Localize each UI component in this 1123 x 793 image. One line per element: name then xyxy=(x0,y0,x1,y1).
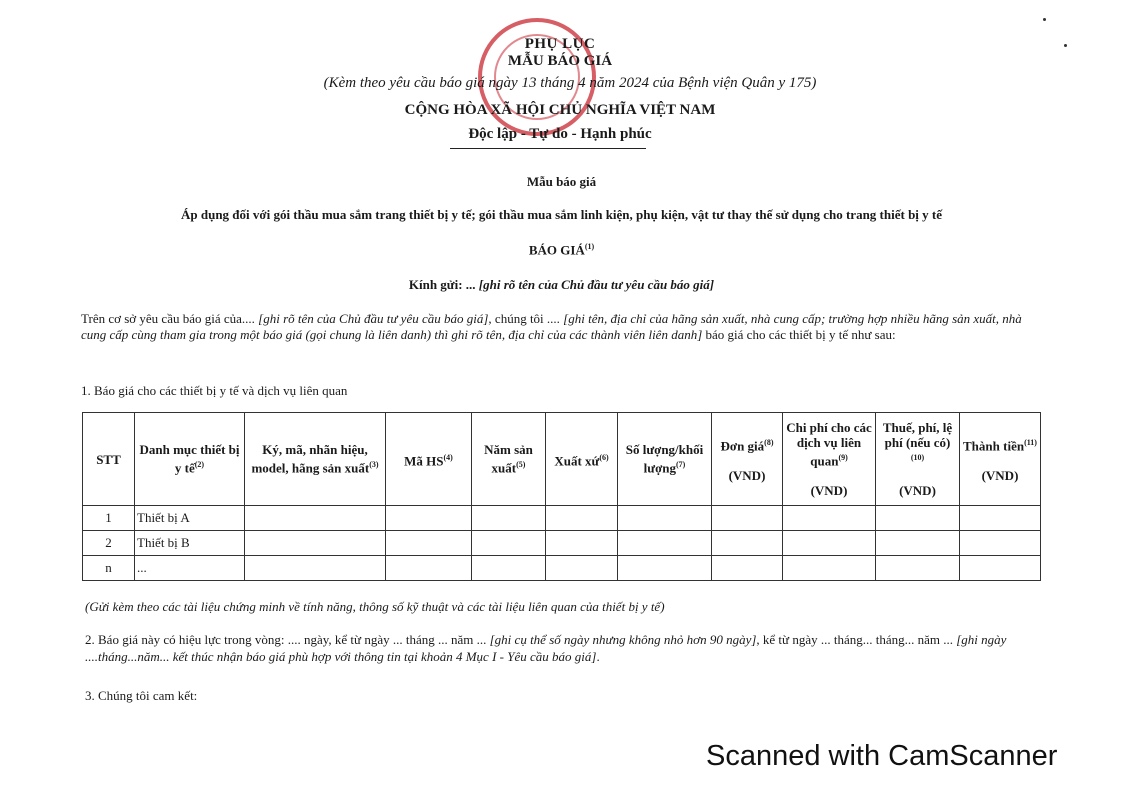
column-header: Thành tiền$^{(11)}$ (VND) xyxy=(960,413,1041,506)
quote-heading: BÁO GIÁ$^{(1)}$ xyxy=(528,242,595,258)
empty-cell xyxy=(618,531,712,556)
empty-cell xyxy=(245,531,386,556)
column-header: Xuất xứ$^{(6)}$ xyxy=(546,413,618,506)
column-header: Mã HS$^{(4)}$ xyxy=(386,413,472,506)
empty-cell xyxy=(546,531,618,556)
national-motto: Độc lập - Tự do - Hạnh phúc xyxy=(468,126,652,142)
empty-cell xyxy=(472,531,546,556)
currency-unit: (VND) xyxy=(981,467,1019,483)
motto-underline xyxy=(450,148,646,149)
row-number: 1 xyxy=(83,506,135,531)
empty-cell xyxy=(472,556,546,581)
table-row xyxy=(83,556,1041,581)
empty-cell xyxy=(386,556,472,581)
column-header: Đơn giá$^{(8)}$ (VND) xyxy=(712,413,783,506)
applicability-line: Áp dụng đối với gói thầu mua sắm trang thiết bị y tế; gói thầu mua sắm linh kiện, phụ kiện, vật tư thay thế sử dụng cho trang thiết bị y tế xyxy=(180,207,943,222)
empty-cell xyxy=(960,556,1041,581)
empty-cell xyxy=(960,506,1041,531)
empty-cell xyxy=(618,556,712,581)
intro-paragraph: Trên cơ sở yêu cầu báo giá của.... [ghi rõ tên của Chủ đầu tư yêu cầu báo giá], chúng tôi .... [ghi tên, địa chỉ của hãng sản xuất, nhà cung cấp; trường hợp nhiều hãng sản xuất, nhà cung cấp cùng tham gia trong một báo giá (gọi chung là liên danh) thì ghi rõ tên, địa chỉ của các thành viên liên danh] báo giá cho các thiết bị y tế như sau: xyxy=(81,311,1022,342)
device-name: Thiết bị A xyxy=(135,506,245,531)
attachment-footnote: (Gửi kèm theo các tài liệu chứng minh về tính năng, thông số kỹ thuật và các tài liệu liên quan của thiết bị y tế) xyxy=(85,599,665,614)
recipient-line: Kính gửi: ... [ghi rõ tên của Chủ đầu tư yêu cầu báo giá] xyxy=(408,277,715,292)
scanner-watermark: Scanned with CamScanner xyxy=(706,740,1058,772)
section-3-heading: 3. Chúng tôi cam kết: xyxy=(85,688,198,703)
empty-cell xyxy=(712,556,783,581)
column-header: Thuế, phí, lệ phí (nếu có)$^{(10)}$ (VND) xyxy=(876,413,960,506)
national-title: CỘNG HÒA XÃ HỘI CHỦ NGHĨA VIỆT NAM xyxy=(404,102,716,118)
empty-cell xyxy=(876,506,960,531)
currency-unit: (VND) xyxy=(728,467,766,483)
empty-cell xyxy=(546,506,618,531)
table-header-row xyxy=(83,413,1041,506)
table-row xyxy=(83,506,1041,531)
column-header: STT xyxy=(83,413,135,506)
section-2-validity: 2. Báo giá này có hiệu lực trong vòng: .... ngày, kể từ ngày ... tháng ... năm ... [ghi cụ thể số ngày nhưng không nhỏ hơn 90 ngày], kể từ ngày ... tháng... tháng... năm ... [ghi ngày ....tháng...năm... kết thúc nhận báo giá phù hợp với thông tin tại khoản 4 Mục I - Yêu cầu báo giá]. xyxy=(85,632,1007,664)
empty-cell xyxy=(386,531,472,556)
empty-cell xyxy=(712,531,783,556)
attachment-note: (Kèm theo yêu cầu báo giá ngày 13 tháng 4 năm 2024 của Bệnh viện Quân y 175) xyxy=(323,75,817,91)
empty-cell xyxy=(386,506,472,531)
empty-cell xyxy=(245,506,386,531)
quote-table xyxy=(82,412,1041,581)
device-name: ... xyxy=(135,556,245,581)
empty-cell xyxy=(783,531,876,556)
appendix-title: PHỤ LỤC xyxy=(524,36,596,52)
scan-speck xyxy=(1064,44,1067,47)
section-1-heading: 1. Báo giá cho các thiết bị y tế và dịch vụ liên quan xyxy=(81,383,348,398)
column-header: Năm sản xuất$^{(5)}$ xyxy=(472,413,546,506)
empty-cell xyxy=(245,556,386,581)
column-header: Chi phí cho các dịch vụ liên quan$^{(9)}$ (VND) xyxy=(783,413,876,506)
form-template-title: MẪU BÁO GIÁ xyxy=(507,53,613,69)
empty-cell xyxy=(876,556,960,581)
form-title: Mẫu báo giá xyxy=(526,174,597,189)
row-number: n xyxy=(83,556,135,581)
scan-speck xyxy=(1043,18,1046,21)
empty-cell xyxy=(783,556,876,581)
empty-cell xyxy=(712,506,783,531)
table-row xyxy=(83,531,1041,556)
column-header: Số lượng/khối lượng$^{(7)}$ xyxy=(618,413,712,506)
currency-unit: (VND) xyxy=(899,482,936,498)
device-name: Thiết bị B xyxy=(135,531,245,556)
empty-cell xyxy=(472,506,546,531)
empty-cell xyxy=(618,506,712,531)
empty-cell xyxy=(876,531,960,556)
empty-cell xyxy=(546,556,618,581)
row-number: 2 xyxy=(83,531,135,556)
currency-unit: (VND) xyxy=(810,482,848,498)
empty-cell xyxy=(960,531,1041,556)
empty-cell xyxy=(783,506,876,531)
column-header: Danh mục thiết bị y tế$^{(2)}$ xyxy=(135,413,245,506)
column-header: Ký, mã, nhãn hiệu, model, hãng sản xuất$^{(3)}$ xyxy=(245,413,386,506)
